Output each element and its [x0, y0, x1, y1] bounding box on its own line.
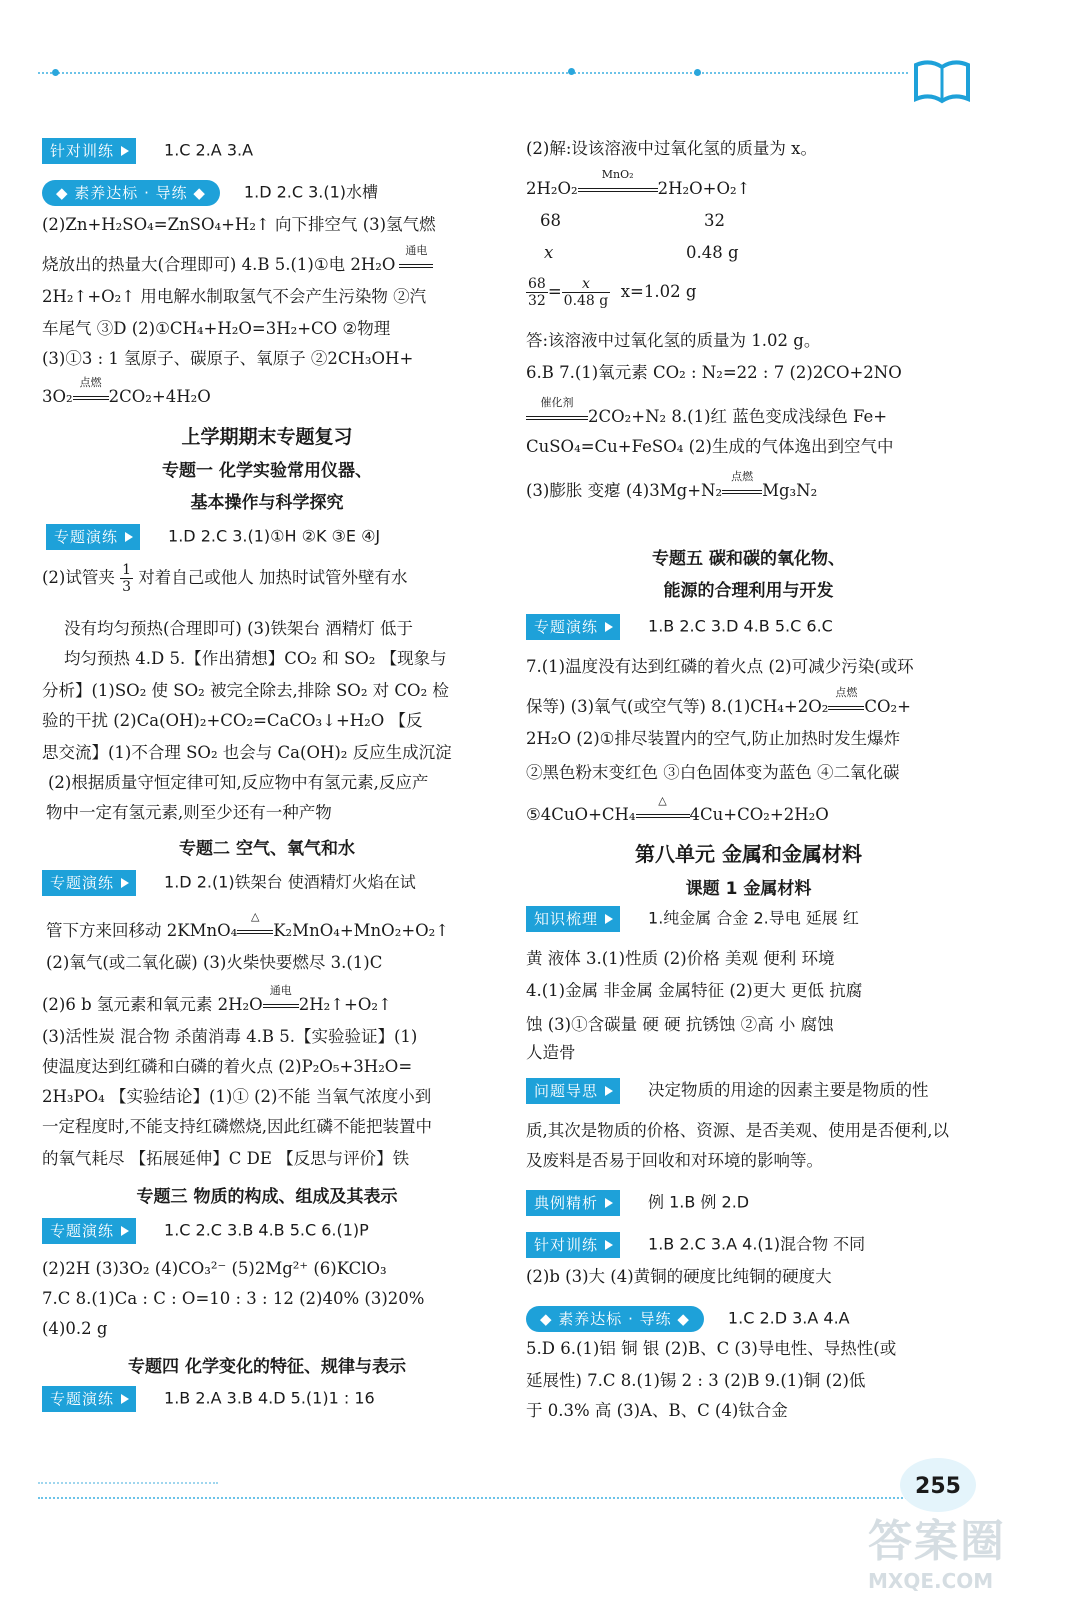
header-dotted-line [38, 72, 908, 74]
answer-line: 保等) (3)氧气(或空气等) 8.(1)CH₄+2O₂ 点燃 CO₂+ [526, 686, 911, 716]
section-tag: 针对训练 [526, 1232, 620, 1258]
reaction-condition: 点燃 [722, 480, 762, 502]
reaction-condition: 通电 [263, 994, 299, 1016]
answer-line: 2H₃PO₄ 【实验结论】(1)① (2)不能 当氧气浓度小到 [42, 1087, 432, 1106]
topic-heading: 基本操作与科学探究 [190, 493, 344, 513]
answer-line: x [544, 243, 554, 262]
reaction-condition: △ [237, 920, 273, 942]
topic-heading: 专题五 碳和碳的氧化物、 [652, 549, 845, 569]
answer-line: 物中一定有氢元素,则至少还有一种产物 [46, 803, 332, 822]
answer-line: 2H₂O (2)①排尽装置内的空气,防止加热时发生爆炸 [526, 729, 901, 748]
answer-line: 使温度达到红磷和白磷的着火点 (2)P₂O₅+3H₂O= [42, 1057, 413, 1076]
answer-line: 管下方来回移动 2KMnO₄ △ K₂MnO₄+MnO₂+O₂↑ [46, 910, 450, 940]
fraction: $\frac{68}{32}$ [528, 276, 546, 309]
answer-line: 质,其次是物质的价格、资源、是否美观、使用是否便利,以 [526, 1121, 949, 1140]
answer-line: 均匀预热 4.D 5.【作出猜想】CO₂ 和 SO₂ 【现象与 [64, 649, 447, 668]
section-tag: 专题演练 [42, 1386, 136, 1412]
answer-line: 专题演练 1.B 2.A 3.B 4.D 5.(1)1 : 16 [42, 1386, 375, 1412]
header-dot [568, 68, 575, 75]
answer-line: 0.48 g [686, 243, 739, 262]
answer-line: 黄 液体 3.(1)性质 (2)价格 美观 便利 环境 [526, 949, 835, 968]
answer-line: 针对训练 1.C 2.A 3.A [42, 138, 253, 164]
answer-line: 车尾气 ③D (2)①CH₄+H₂O=3H₂+CO ②物理 [42, 319, 391, 338]
reaction-condition: 点燃 [828, 696, 864, 718]
answer-line: 专题演练 1.D 2.(1)铁架台 使酒精灯火焰在试 [42, 870, 416, 896]
answer-line: ◆ 素养达标 · 导练 ◆ 1.C 2.D 3.A 4.A [526, 1306, 850, 1332]
answer-line: 典例精析 例 1.B 例 2.D [526, 1190, 749, 1216]
open-book-icon [912, 55, 972, 105]
answer-line: 人造骨 [526, 1043, 576, 1062]
watermark: 答案圈 MXQE.COM [868, 1516, 1006, 1593]
topic-heading: 专题四 化学变化的特征、规律与表示 [128, 1357, 406, 1377]
section-tag: 专题演练 [42, 1218, 136, 1244]
answer-line: 32 [704, 211, 725, 230]
answer-line: 专题演练 1.B 2.C 3.D 4.B 5.C 6.C [526, 614, 833, 640]
answer-line: 及废料是否易于回收和对环境的影响等。 [526, 1151, 823, 1170]
answer-line: (2)6 b 氢元素和氧元素 2H₂O 通电 2H₂↑+O₂↑ [42, 984, 392, 1014]
answer-line: 知识梳理 1.纯金属 合金 2.导电 延展 红 [526, 906, 859, 932]
answer-line: (2)氧气(或二氧化碳) (3)火柴快要燃尽 3.(1)C [46, 953, 383, 972]
answer-line: 5.D 6.(1)铝 铜 银 (2)B、C (3)导电性、导热性(或 [526, 1339, 897, 1358]
answer-line: 思交流】(1)不合理 SO₂ 也会与 Ca(OH)₂ 反应生成沉淀 [42, 743, 452, 762]
answer-line: $\frac{68}{32}$ = $\frac{x}{0.48 g}$ x=1.02 g [528, 276, 697, 309]
topic-heading: 专题二 空气、氧气和水 [179, 839, 355, 859]
answer-line: ②黑色粉末变红色 ③白色固体变为蓝色 ④二氧化碳 [526, 763, 900, 782]
answer-line: 烧放出的热量大(合理即可) 4.B 5.(1)①电 2H₂O 通电 [42, 254, 433, 276]
answer-line: (2)根据质量守恒定律可知,反应物中有氢元素,反应产 [48, 773, 429, 792]
reaction-condition: MnO₂ [578, 178, 658, 200]
answer-line: 催化剂 2CO₂+N₂ 8.(1)红 蓝色变成浅绿色 Fe+ [526, 406, 887, 428]
answer-line: 专题演练 1.C 2.C 3.B 4.B 5.C 6.(1)P [42, 1218, 369, 1244]
answer-line: (2)b (3)大 (4)黄铜的硬度比纯铜的硬度大 [526, 1267, 832, 1286]
answer-line: (2)解:设该溶液中过氧化氢的质量为 x。 [526, 139, 817, 158]
section-tag: 问题导思 [526, 1078, 620, 1104]
fraction: $\frac{x}{0.48 g}$ [563, 276, 609, 309]
reaction-condition: 点燃 [73, 386, 109, 408]
answer-line: 蚀 (3)①含碳量 硬 硬 抗锈蚀 ②高 小 腐蚀 [526, 1015, 834, 1034]
section-tag: 专题演练 [526, 614, 620, 640]
answer-line: 6.B 7.(1)氧元素 CO₂ : N₂=22 : 7 (2)2CO+2NO [526, 363, 902, 382]
header-dot [694, 69, 701, 76]
answer-line: 2H₂↑+O₂↑ 用电解水制取氢气不会产生污染物 ②汽 [42, 287, 427, 306]
answer-line: (3)①3 : 1 氢原子、碳原子、氧原子 ②2CH₃OH+ [42, 349, 414, 368]
answer-line: (2)2H (3)3O₂ (4)CO₃²⁻ (5)2Mg²⁺ (6)KClO₃ [42, 1259, 387, 1278]
answer-line: (2)试管夹 $\frac{1}{3}$ 对着自己或他人 加热时试管外壁有水 [42, 562, 408, 595]
section-tag: ◆ 素养达标 · 导练 ◆ [42, 180, 220, 206]
section-tag: 专题演练 [46, 524, 140, 550]
answer-line: 7.C 8.(1)Ca : C : O=10 : 3 : 12 (2)40% (3)20% [42, 1289, 425, 1308]
answer-line: 3O₂ 点燃 2CO₂+4H₂O [42, 376, 211, 406]
topic-heading: 能源的合理利用与开发 [663, 581, 834, 601]
answer-line: 7.(1)温度没有达到红磷的着火点 (2)可减少污染(或环 [526, 657, 914, 676]
footer-dotted-line [38, 1482, 218, 1484]
topic-heading: 专题一 化学实验常用仪器、 [162, 461, 372, 481]
answer-line: 2H₂O₂ MnO₂ 2H₂O+O₂↑ [526, 168, 751, 198]
reaction-condition: △ [636, 804, 690, 826]
answer-line: ⑤4CuO+CH₄ △ 4Cu+CO₂+2H₂O [526, 794, 829, 824]
page-number: 255 [915, 1474, 961, 1499]
section-tag: 知识梳理 [526, 906, 620, 932]
lesson-heading: 课题 1 金属材料 [685, 879, 812, 899]
answer-line: 没有均匀预热(合理即可) (3)铁架台 酒精灯 低于 [64, 619, 413, 638]
answer-line: 验的干扰 (2)Ca(OH)₂+CO₂=CaCO₃↓+H₂O 【反 [42, 711, 423, 730]
answer-line: 4.(1)金属 非金属 金属特征 (2)更大 更低 抗腐 [526, 981, 863, 1000]
answer-line: 68 [540, 211, 561, 230]
reaction-condition: 催化剂 [526, 406, 588, 428]
answer-line: 问题导思 决定物质的用途的因素主要是物质的性 [526, 1078, 929, 1104]
answer-line: CuSO₄=Cu+FeSO₄ (2)生成的气体逸出到空气中 [526, 437, 894, 456]
answer-line: 的氧气耗尽 【拓展延伸】C DE 【反思与评价】铁 [42, 1149, 410, 1168]
topic-heading: 专题三 物质的构成、组成及其表示 [136, 1187, 398, 1207]
unit-heading: 第八单元 金属和金属材料 [635, 842, 862, 866]
answer-line: 延展性) 7.C 8.(1)锡 2 : 3 (2)B 9.(1)铜 (2)低 [526, 1371, 866, 1390]
reaction-condition: 通电 [399, 254, 433, 276]
section-tag: ◆ 素养达标 · 导练 ◆ [526, 1306, 704, 1332]
section-tag: 典例精析 [526, 1190, 620, 1216]
section-tag: 专题演练 [42, 870, 136, 896]
answer-line: 分析】(1)SO₂ 使 SO₂ 被完全除去,排除 SO₂ 对 CO₂ 检 [42, 681, 449, 700]
answer-line: (2)Zn+H₂SO₄=ZnSO₄+H₂↑ 向下排空气 (3)氢气燃 [42, 215, 436, 234]
footer-dotted-line [38, 1497, 958, 1499]
header-dot [52, 69, 59, 76]
answer-line: 答:该溶液中过氧化氢的质量为 1.02 g。 [526, 331, 821, 350]
answer-line: 一定程度时,不能支持红磷燃烧,因此红磷不能把装置中 [42, 1117, 432, 1136]
answer-line: 专题演练 1.D 2.C 3.(1)①H ②K ③E ④J [46, 524, 380, 550]
answer-line: (3)膨胀 变瘪 (4)3Mg+N₂ 点燃 Mg₃N₂ [526, 470, 818, 500]
answer-line: (3)活性炭 混合物 杀菌消毒 4.B 5.【实验验证】(1) [42, 1027, 418, 1046]
answer-line: ◆ 素养达标 · 导练 ◆ 1.D 2.C 3.(1)水槽 [42, 180, 378, 206]
section-tag: 针对训练 [42, 138, 136, 164]
answer-line: (4)0.2 g [42, 1319, 108, 1338]
fraction: $\frac{1}{3}$ [122, 562, 132, 595]
answer-line: 针对训练 1.B 2.C 3.A 4.(1)混合物 不同 [526, 1232, 865, 1258]
answer-line: 于 0.3% 高 (3)A、B、C (4)钛合金 [526, 1401, 788, 1420]
section-heading: 上学期期末专题复习 [181, 426, 353, 448]
